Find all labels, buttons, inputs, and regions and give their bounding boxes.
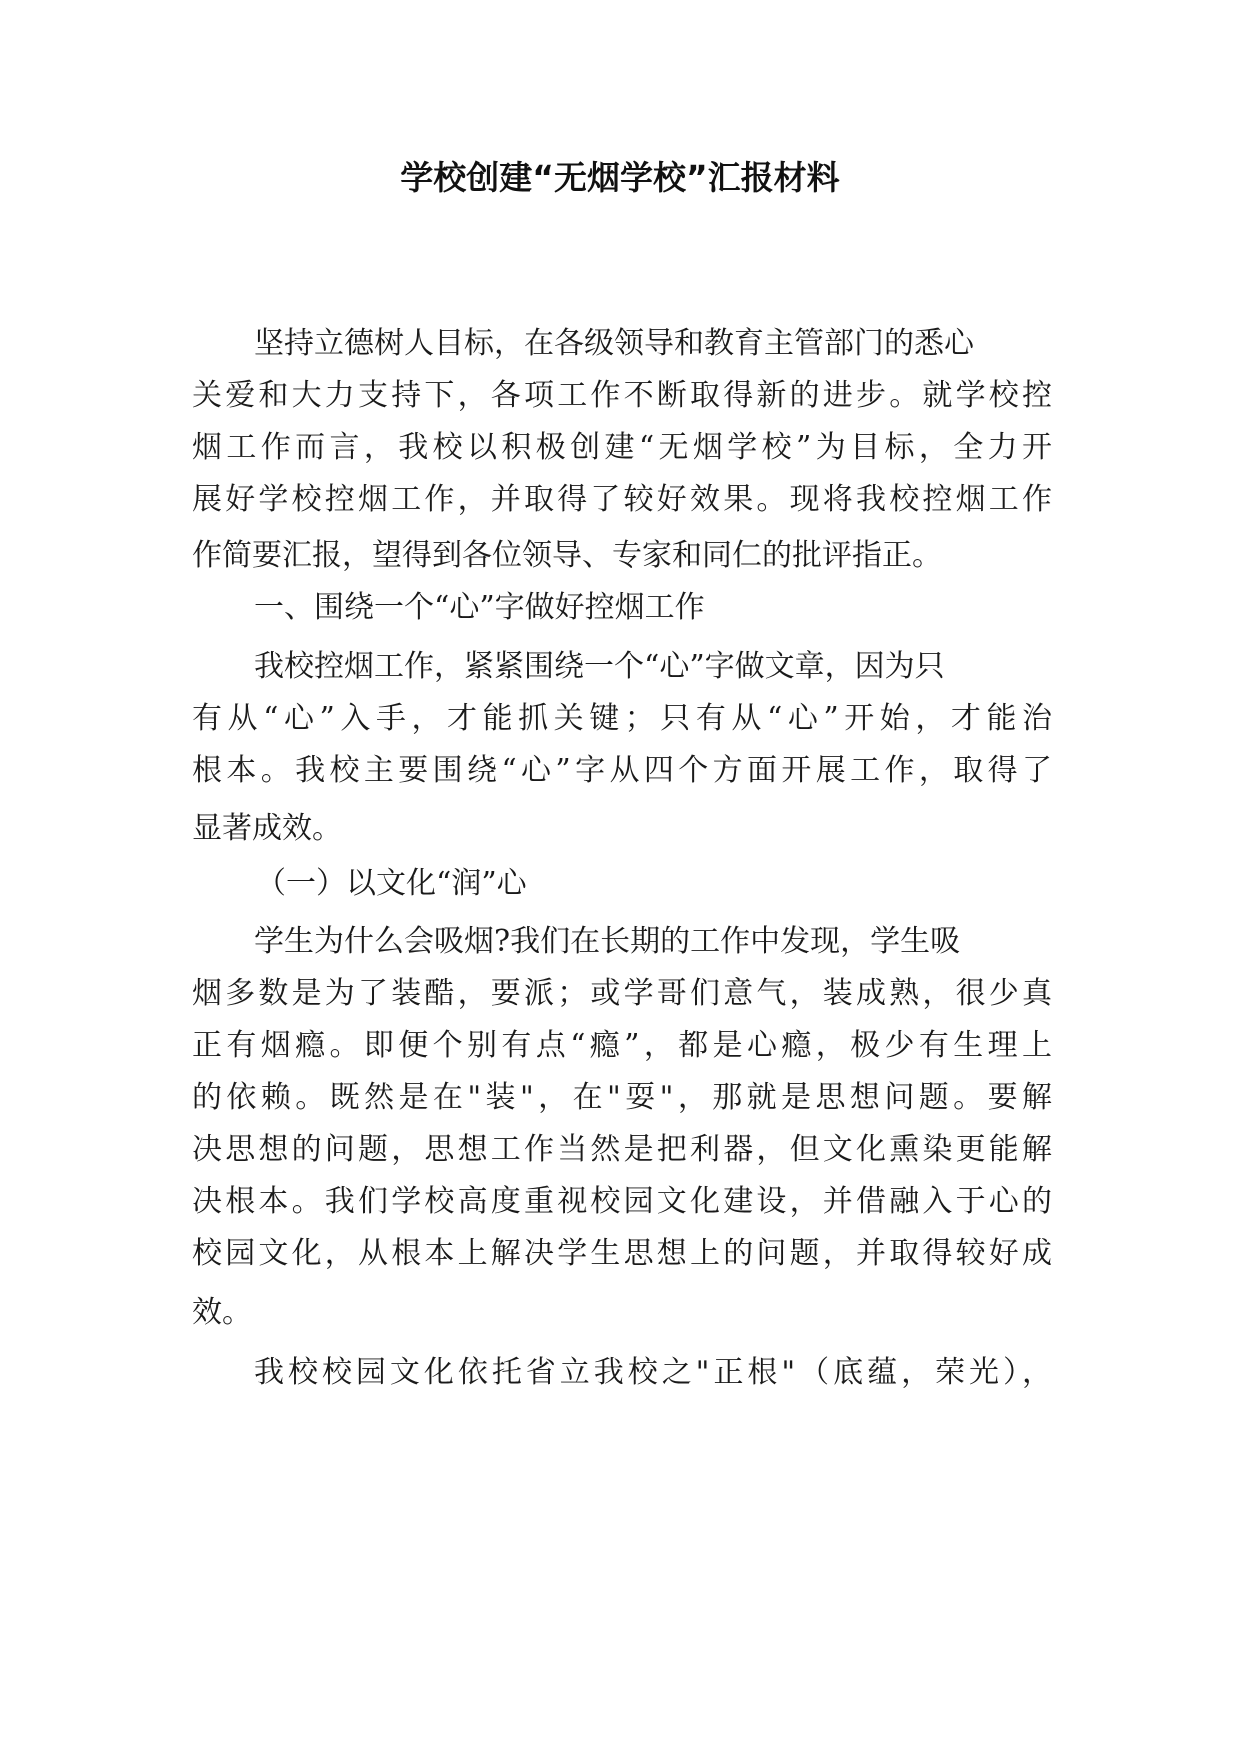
paragraph-line: 有从“心”入手，才能抓关键；只有从“心”开始，才能治 — [192, 701, 1052, 736]
paragraph-line: 决根本。我们学校高度重视校园文化建设，并借融入于心的 — [192, 1184, 1052, 1219]
paragraph-line: 的依赖。既然是在"装"，在"耍"，那就是思想问题。要解 — [192, 1080, 1052, 1115]
paragraph-line: 烟工作而言，我校以积极创建“无烟学校”为目标，全力开 — [192, 430, 1052, 465]
paragraph-line: 学生为什么会吸烟?我们在长期的工作中发现，学生吸 — [254, 924, 961, 959]
paragraph-line: 显著成效。 — [192, 811, 342, 846]
document-title: 学校创建“无烟学校”汇报材料 — [400, 158, 840, 197]
paragraph-line: 校园文化，从根本上解决学生思想上的问题，并取得较好成 — [192, 1236, 1052, 1271]
paragraph-line: 展好学校控烟工作，并取得了较好效果。现将我校控烟工作 — [192, 482, 1052, 517]
paragraph-line: 作简要汇报，望得到各位领导、专家和同仁的批评指正。 — [192, 538, 942, 573]
paragraph-line: 决思想的问题，思想工作当然是把利器，但文化熏染更能解 — [192, 1132, 1052, 1167]
section-heading: 一、围绕一个“心”字做好控烟工作 — [254, 590, 705, 625]
paragraph-line: 根本。我校主要围绕“心”字从四个方面开展工作，取得了 — [192, 753, 1052, 788]
paragraph-line: 坚持立德树人目标，在各级领导和教育主管部门的悉心 — [254, 326, 974, 361]
paragraph-line: 烟多数是为了装酷，要派；或学哥们意气，装成熟，很少真 — [192, 976, 1052, 1011]
paragraph-line: 关爱和大力支持下，各项工作不断取得新的进步。就学校控 — [192, 378, 1052, 413]
paragraph-line: 效。 — [192, 1295, 252, 1330]
paragraph-line: 我校校园文化依托省立我校之"正根"（底蕴，荣光）， — [254, 1355, 1052, 1390]
paragraph-line: 正有烟瘾。即便个别有点“瘾”，都是心瘾，极少有生理上 — [192, 1028, 1052, 1063]
paragraph-line: 我校控烟工作，紧紧围绕一个“心”字做文章，因为只 — [254, 649, 945, 684]
subsection-heading: （一）以文化“润”心 — [256, 866, 527, 901]
